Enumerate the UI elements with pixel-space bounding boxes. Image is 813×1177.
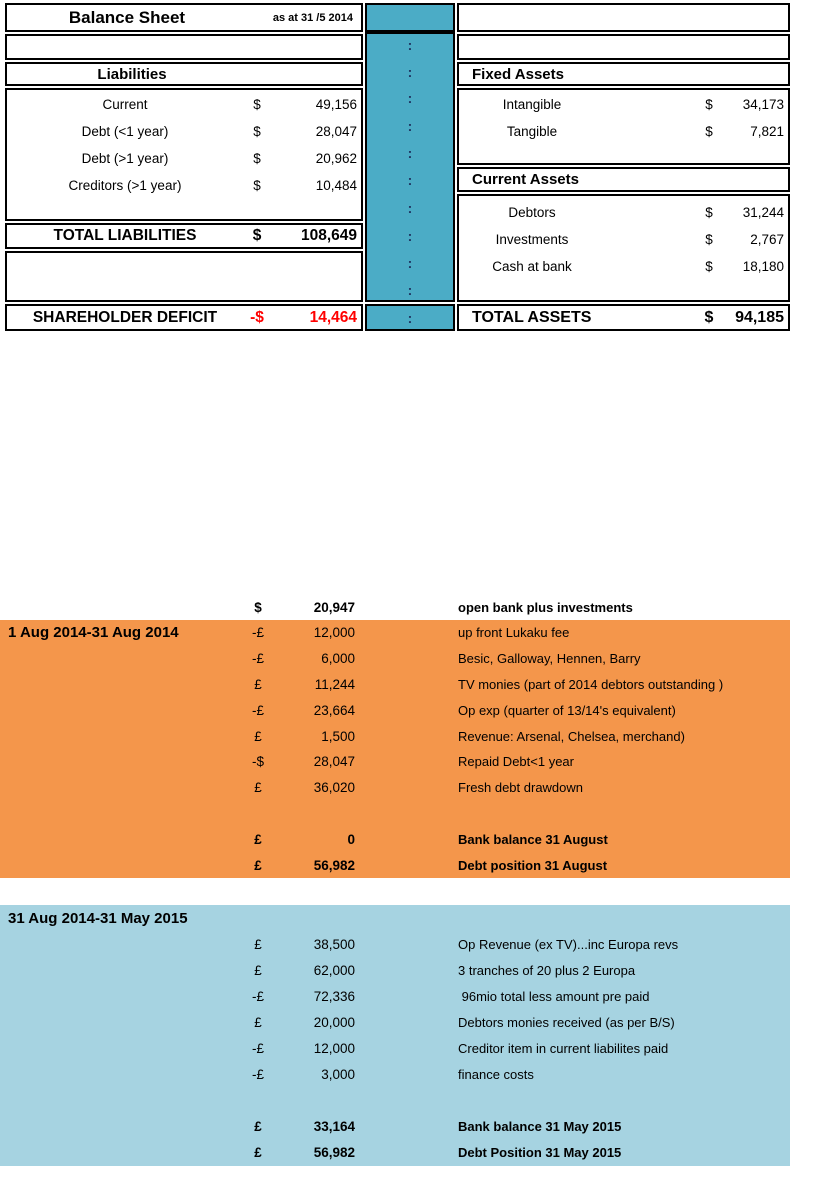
amount: 3,000 bbox=[321, 1067, 355, 1083]
amount: 36,020 bbox=[313, 780, 355, 796]
table-row bbox=[0, 775, 790, 801]
table-row bbox=[0, 672, 790, 698]
description: Fresh debt drawdown bbox=[458, 780, 584, 796]
amount: 12,000 bbox=[313, 625, 355, 641]
table-row bbox=[0, 697, 790, 723]
total-assets-label: TOTAL ASSETS bbox=[472, 308, 592, 326]
description: Creditor item in current liabilites paid bbox=[458, 1041, 669, 1057]
colon-separator: : bbox=[407, 228, 413, 244]
currency-symbol: £ bbox=[254, 831, 262, 847]
amount: 72,336 bbox=[313, 988, 355, 1004]
currency-symbol: £ bbox=[254, 936, 262, 952]
total-assets-box bbox=[457, 304, 790, 331]
currency-symbol: $ bbox=[705, 124, 713, 139]
balance-sheet-title: Balance Sheet bbox=[68, 7, 186, 27]
description: Op Revenue (ex TV)...inc Europa revs bbox=[458, 936, 679, 952]
table-row bbox=[0, 1062, 790, 1088]
description: TV monies (part of 2014 debtors outstanding ) bbox=[458, 676, 724, 692]
current-assets-header-box bbox=[457, 167, 790, 192]
description: Repaid Debt<1 year bbox=[458, 754, 574, 770]
currency-symbol: £ bbox=[254, 780, 262, 796]
amount: 34,173 bbox=[742, 97, 784, 112]
colon-separator: : bbox=[407, 64, 413, 80]
table-row bbox=[0, 983, 790, 1009]
asset-label: Intangible bbox=[502, 97, 562, 112]
amount: 56,982 bbox=[313, 1145, 355, 1161]
description: Debt Position 31 May 2015 bbox=[458, 1145, 622, 1161]
blank-row bbox=[0, 1088, 790, 1114]
empty-cell-left bbox=[5, 34, 363, 60]
current-assets-items-box bbox=[457, 194, 790, 302]
currency-symbol: $ bbox=[253, 178, 261, 193]
currency-symbol: $ bbox=[253, 97, 261, 112]
description: open bank plus investments bbox=[458, 599, 633, 615]
fixed-assets-header-box bbox=[457, 62, 790, 86]
currency-symbol: $ bbox=[705, 205, 713, 220]
shareholder-deficit-amount: 14,464 bbox=[309, 308, 357, 326]
table-row bbox=[0, 852, 790, 878]
currency-symbol: $ bbox=[252, 227, 262, 244]
total-liabilities-label: TOTAL LIABILITIES bbox=[53, 227, 197, 244]
currency-symbol: -$ bbox=[251, 754, 264, 770]
asset-label: Tangible bbox=[506, 124, 558, 139]
currency-symbol: $ bbox=[705, 259, 713, 274]
currency-symbol: -£ bbox=[251, 988, 264, 1004]
amount: 18,180 bbox=[742, 259, 784, 274]
table-row bbox=[0, 620, 790, 646]
liabilities-header-box bbox=[5, 62, 363, 86]
description: Besic, Galloway, Hennen, Barry bbox=[458, 651, 641, 667]
period-august-header: 1 Aug 2014-31 Aug 2014 bbox=[8, 624, 179, 642]
separator-cell-bottom bbox=[365, 304, 455, 331]
currency-symbol: $ bbox=[705, 97, 713, 112]
table-row bbox=[459, 199, 788, 226]
amount: 20,962 bbox=[315, 151, 357, 166]
fixed-assets-header: Fixed Assets bbox=[472, 65, 564, 83]
empty-cell-left bbox=[5, 251, 363, 302]
table-row bbox=[0, 1140, 790, 1166]
liability-label: Debt (>1 year) bbox=[81, 151, 169, 166]
table-row bbox=[0, 931, 790, 957]
liability-label: Debt (<1 year) bbox=[81, 124, 169, 139]
amount: 11,244 bbox=[314, 676, 355, 692]
table-row bbox=[459, 253, 788, 280]
amount: 31,244 bbox=[742, 205, 784, 220]
table-row bbox=[0, 749, 790, 775]
currency-symbol: -£ bbox=[251, 1067, 264, 1083]
amount: 20,000 bbox=[313, 1014, 355, 1030]
empty-cell-right bbox=[457, 34, 790, 60]
table-row bbox=[459, 91, 788, 118]
table-row bbox=[0, 646, 790, 672]
description: 3 tranches of 20 plus 2 Europa bbox=[458, 962, 636, 978]
colon-separator: : bbox=[407, 255, 413, 271]
amount: 10,484 bbox=[315, 178, 357, 193]
liabilities-header: Liabilities bbox=[97, 65, 167, 83]
currency-symbol: -$ bbox=[250, 308, 264, 326]
asset-label: Debtors bbox=[508, 205, 556, 220]
currency-symbol: $ bbox=[253, 151, 261, 166]
table-row bbox=[0, 1114, 790, 1140]
description: Revenue: Arsenal, Chelsea, merchand) bbox=[458, 728, 685, 744]
colon-separator: : bbox=[407, 90, 413, 106]
amount: 49,156 bbox=[315, 97, 357, 112]
amount: 20,947 bbox=[313, 599, 355, 615]
period-sept-may-block bbox=[0, 905, 790, 1166]
currency-symbol: £ bbox=[254, 1014, 262, 1030]
currency-symbol: £ bbox=[254, 857, 262, 873]
liabilities-items-box bbox=[5, 88, 363, 221]
description: Op exp (quarter of 13/14's equivalent) bbox=[458, 702, 676, 718]
amount: 2,767 bbox=[750, 232, 784, 247]
table-row bbox=[0, 1009, 790, 1035]
table-row bbox=[0, 905, 790, 931]
shareholder-deficit-label: SHAREHOLDER DEFICIT bbox=[32, 308, 218, 326]
total-assets-amount: 94,185 bbox=[735, 308, 784, 326]
asset-label: Investments bbox=[495, 232, 569, 247]
table-row bbox=[7, 172, 361, 199]
amount: 6,000 bbox=[321, 651, 355, 667]
total-liabilities-amount: 108,649 bbox=[300, 227, 357, 244]
amount: 7,821 bbox=[750, 124, 784, 139]
liability-label: Current bbox=[102, 97, 148, 112]
amount: 28,047 bbox=[315, 124, 357, 139]
currency-symbol: £ bbox=[254, 728, 262, 744]
amount: 0 bbox=[347, 831, 355, 847]
separator-column bbox=[365, 32, 455, 302]
currency-symbol: £ bbox=[254, 1145, 262, 1161]
colon-separator: : bbox=[407, 200, 413, 216]
currency-symbol: $ bbox=[254, 599, 262, 615]
currency-symbol: -£ bbox=[251, 702, 264, 718]
table-row bbox=[459, 226, 788, 253]
amount: 56,982 bbox=[313, 857, 355, 873]
colon-separator: : bbox=[407, 309, 413, 326]
table-row bbox=[7, 91, 361, 118]
colon-separator: : bbox=[407, 282, 413, 298]
description: Debtors monies received (as per B/S) bbox=[458, 1014, 675, 1030]
description: Debt position 31 August bbox=[458, 857, 608, 873]
description: finance costs bbox=[458, 1067, 534, 1083]
currency-symbol: £ bbox=[254, 1119, 262, 1135]
currency-symbol: $ bbox=[704, 308, 714, 326]
total-liabilities-box bbox=[5, 223, 363, 249]
balance-sheet-date: as at 31 /5 2014 bbox=[272, 11, 353, 24]
table-row bbox=[0, 723, 790, 749]
amount: 28,047 bbox=[313, 754, 355, 770]
table-row bbox=[7, 118, 361, 145]
balance-sheet-title-box bbox=[5, 3, 363, 32]
fixed-assets-items-box bbox=[457, 88, 790, 165]
shareholder-deficit-box bbox=[5, 304, 363, 331]
colon-separator: : bbox=[407, 172, 413, 188]
liability-label: Creditors (>1 year) bbox=[68, 178, 182, 193]
currency-symbol: $ bbox=[253, 124, 261, 139]
colon-separator: : bbox=[407, 118, 413, 134]
amount: 33,164 bbox=[313, 1119, 355, 1135]
table-row bbox=[7, 145, 361, 172]
opening-balance-row bbox=[0, 594, 790, 620]
amount: 12,000 bbox=[313, 1041, 355, 1057]
currency-symbol: -£ bbox=[251, 625, 264, 641]
currency-symbol: £ bbox=[254, 676, 262, 692]
table-row bbox=[0, 826, 790, 852]
blank-row bbox=[0, 801, 790, 827]
amount: 38,500 bbox=[313, 936, 355, 952]
colon-separator: : bbox=[407, 37, 413, 53]
description: up front Lukaku fee bbox=[458, 625, 570, 641]
current-assets-header: Current Assets bbox=[472, 171, 579, 188]
description: Bank balance 31 May 2015 bbox=[458, 1119, 622, 1135]
asset-label: Cash at bank bbox=[492, 259, 572, 274]
colon-separator: : bbox=[407, 145, 413, 161]
table-row bbox=[0, 957, 790, 983]
table-row bbox=[459, 306, 788, 329]
amount: 1,500 bbox=[321, 728, 355, 744]
table-row bbox=[7, 306, 361, 329]
amount: 23,664 bbox=[313, 702, 355, 718]
currency-symbol: -£ bbox=[251, 1041, 264, 1057]
currency-symbol: -£ bbox=[251, 651, 264, 667]
amount: 62,000 bbox=[313, 962, 355, 978]
table-row bbox=[7, 225, 361, 247]
period-august-block bbox=[0, 620, 790, 878]
separator-cell-top bbox=[365, 3, 455, 32]
description: 96mio total less amount pre paid bbox=[458, 988, 650, 1004]
currency-symbol: $ bbox=[705, 232, 713, 247]
empty-cell-right bbox=[457, 3, 790, 32]
description: Bank balance 31 August bbox=[458, 831, 608, 847]
period-sept-may-header: 31 Aug 2014-31 May 2015 bbox=[8, 909, 188, 927]
currency-symbol: £ bbox=[254, 962, 262, 978]
table-row bbox=[0, 1035, 790, 1061]
table-row bbox=[459, 118, 788, 145]
